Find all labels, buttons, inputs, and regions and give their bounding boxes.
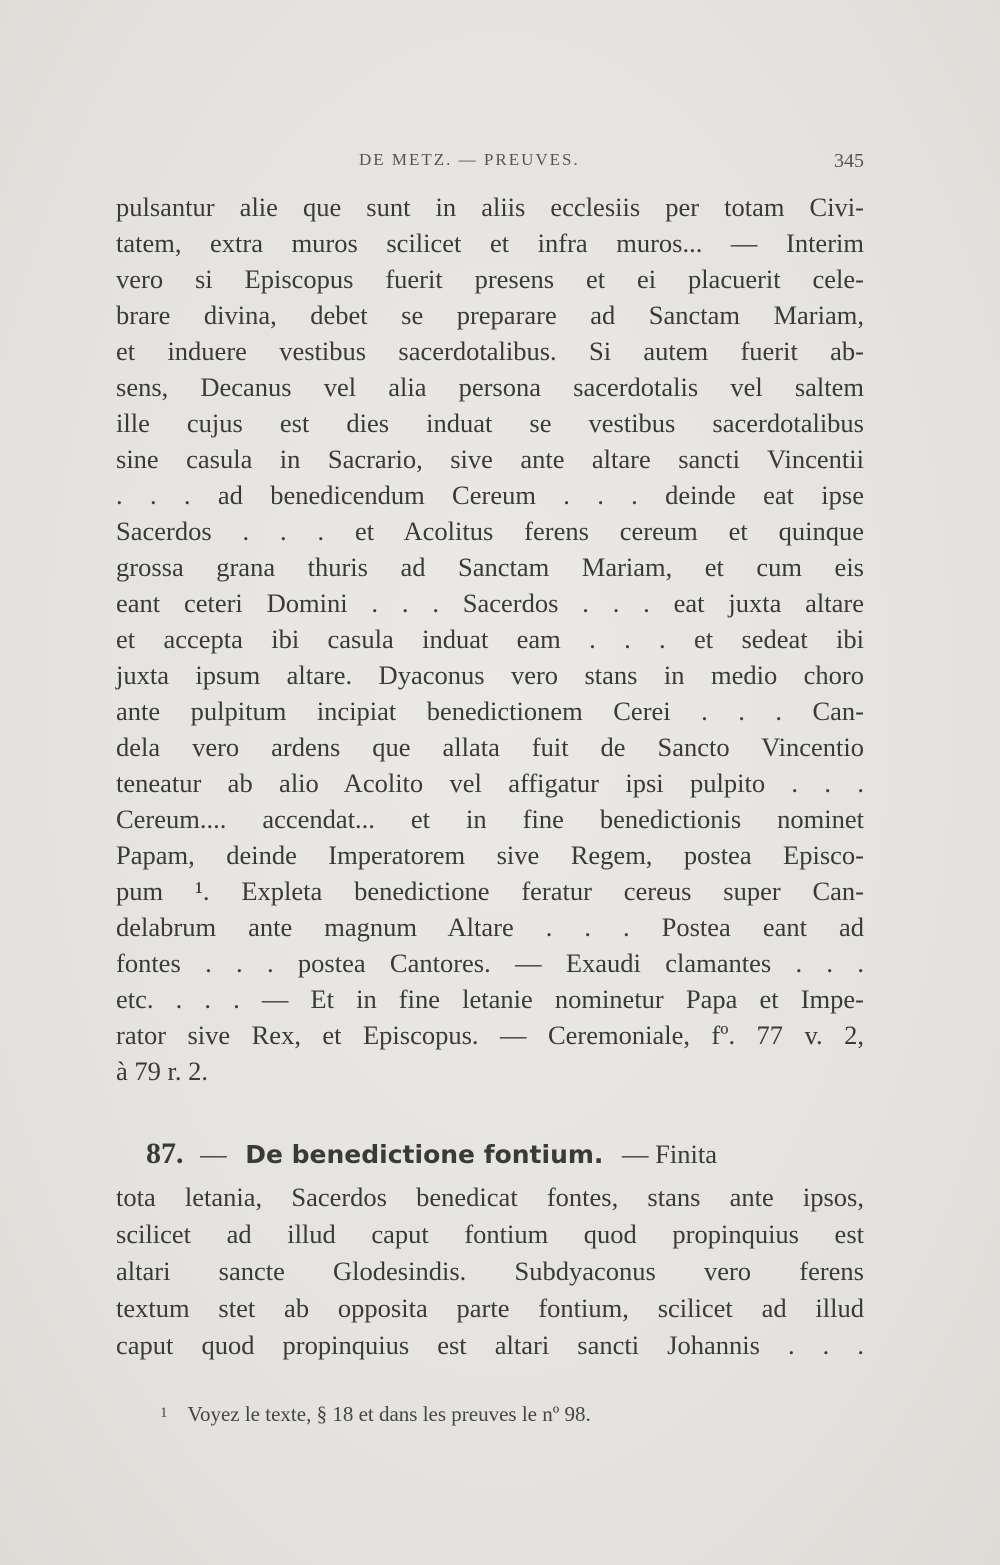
running-title: DE METZ. — PREUVES. xyxy=(359,150,580,169)
text-line: eant ceteri Domini . . . Sacerdos . . . eat juxta altare xyxy=(116,588,864,618)
text-line: teneatur ab alio Acolito vel affigatur ipsi pulpito . . . xyxy=(116,768,864,798)
footnote-text: Voyez le texte, § 18 et dans les preuves le nº 98. xyxy=(187,1402,591,1426)
footnote xyxy=(160,1398,591,1428)
text-line: et induere vestibus sacerdotalibus. Si autem fuerit ab- xyxy=(116,336,864,366)
text-line: sine casula in Sacrario, sive ante altare sancti Vincentii xyxy=(116,444,864,474)
text-line: pulsantur alie que sunt in aliis ecclesiis per totam Civi- xyxy=(116,192,864,222)
text-line: tota letania, Sacerdos benedicat fontes, stans ante ipsos, xyxy=(116,1182,864,1212)
footnote-mark: 1 xyxy=(160,1405,168,1421)
text-line: etc. . . . — Et in fine letanie nominetur Papa et Impe- xyxy=(116,984,864,1014)
section-number: 87. xyxy=(146,1137,184,1170)
text-line: delabrum ante magnum Altare . . . Postea eant ad xyxy=(116,912,864,942)
text-line: ante pulpitum incipiat benedictionem Cerei . . . Can- xyxy=(116,696,864,726)
text-line: textum stet ab opposita parte fontium, scilicet ad illud xyxy=(116,1293,864,1323)
text-line: et accepta ibi casula induat eam . . . et sedeat ibi xyxy=(116,624,864,654)
text-line: sens, Decanus vel alia persona sacerdotalis vel saltem xyxy=(116,372,864,402)
text-line: Sacerdos . . . et Acolitus ferens cereum et quinque xyxy=(116,516,864,546)
text-line: dela vero ardens que allata fuit de Sancto Vincentio xyxy=(116,732,864,762)
text-line: fontes . . . postea Cantores. — Exaudi clamantes . . . xyxy=(116,948,864,978)
running-head xyxy=(116,150,864,174)
text-line: altari sancte Glodesindis. Subdyaconus vero ferens xyxy=(116,1256,864,1286)
text-line: . . . ad benedicendum Cereum . . . deinde eat ipse xyxy=(116,480,864,510)
text-line: pum ¹. Expleta benedictione feratur cereus super Can- xyxy=(116,876,864,906)
text-line: à 79 r. 2. xyxy=(116,1056,208,1086)
section-dash: — xyxy=(200,1139,227,1169)
text-line: rator sive Rex, et Episcopus. — Ceremoniale, fº. 77 v. 2, xyxy=(116,1020,864,1050)
section-lead-text: — Finita xyxy=(622,1139,718,1169)
text-line: caput quod propinquius est altari sancti Johannis . . . xyxy=(116,1330,864,1360)
text-line: Cereum.... accendat... et in fine benedictionis nominet xyxy=(116,804,864,834)
text-line: grossa grana thuris ad Sanctam Mariam, et cum eis xyxy=(116,552,864,582)
text-line: tatem, extra muros scilicet et infra muros... — Interim xyxy=(116,228,864,258)
text-line: juxta ipsum altare. Dyaconus vero stans in medio choro xyxy=(116,660,864,690)
text-line: scilicet ad illud caput fontium quod propinquius est xyxy=(116,1219,864,1249)
section-heading xyxy=(116,1134,864,1174)
section-title: De benedictione fontium. xyxy=(245,1140,604,1169)
text-line: vero si Episcopus fuerit presens et ei placuerit cele- xyxy=(116,264,864,294)
text-line: Papam, deinde Imperatorem sive Regem, postea Episco- xyxy=(116,840,864,870)
text-line: brare divina, debet se preparare ad Sanctam Mariam, xyxy=(116,300,864,330)
page-number: 345 xyxy=(834,150,864,172)
text-line: ille cujus est dies induat se vestibus sacerdotalibus xyxy=(116,408,864,438)
